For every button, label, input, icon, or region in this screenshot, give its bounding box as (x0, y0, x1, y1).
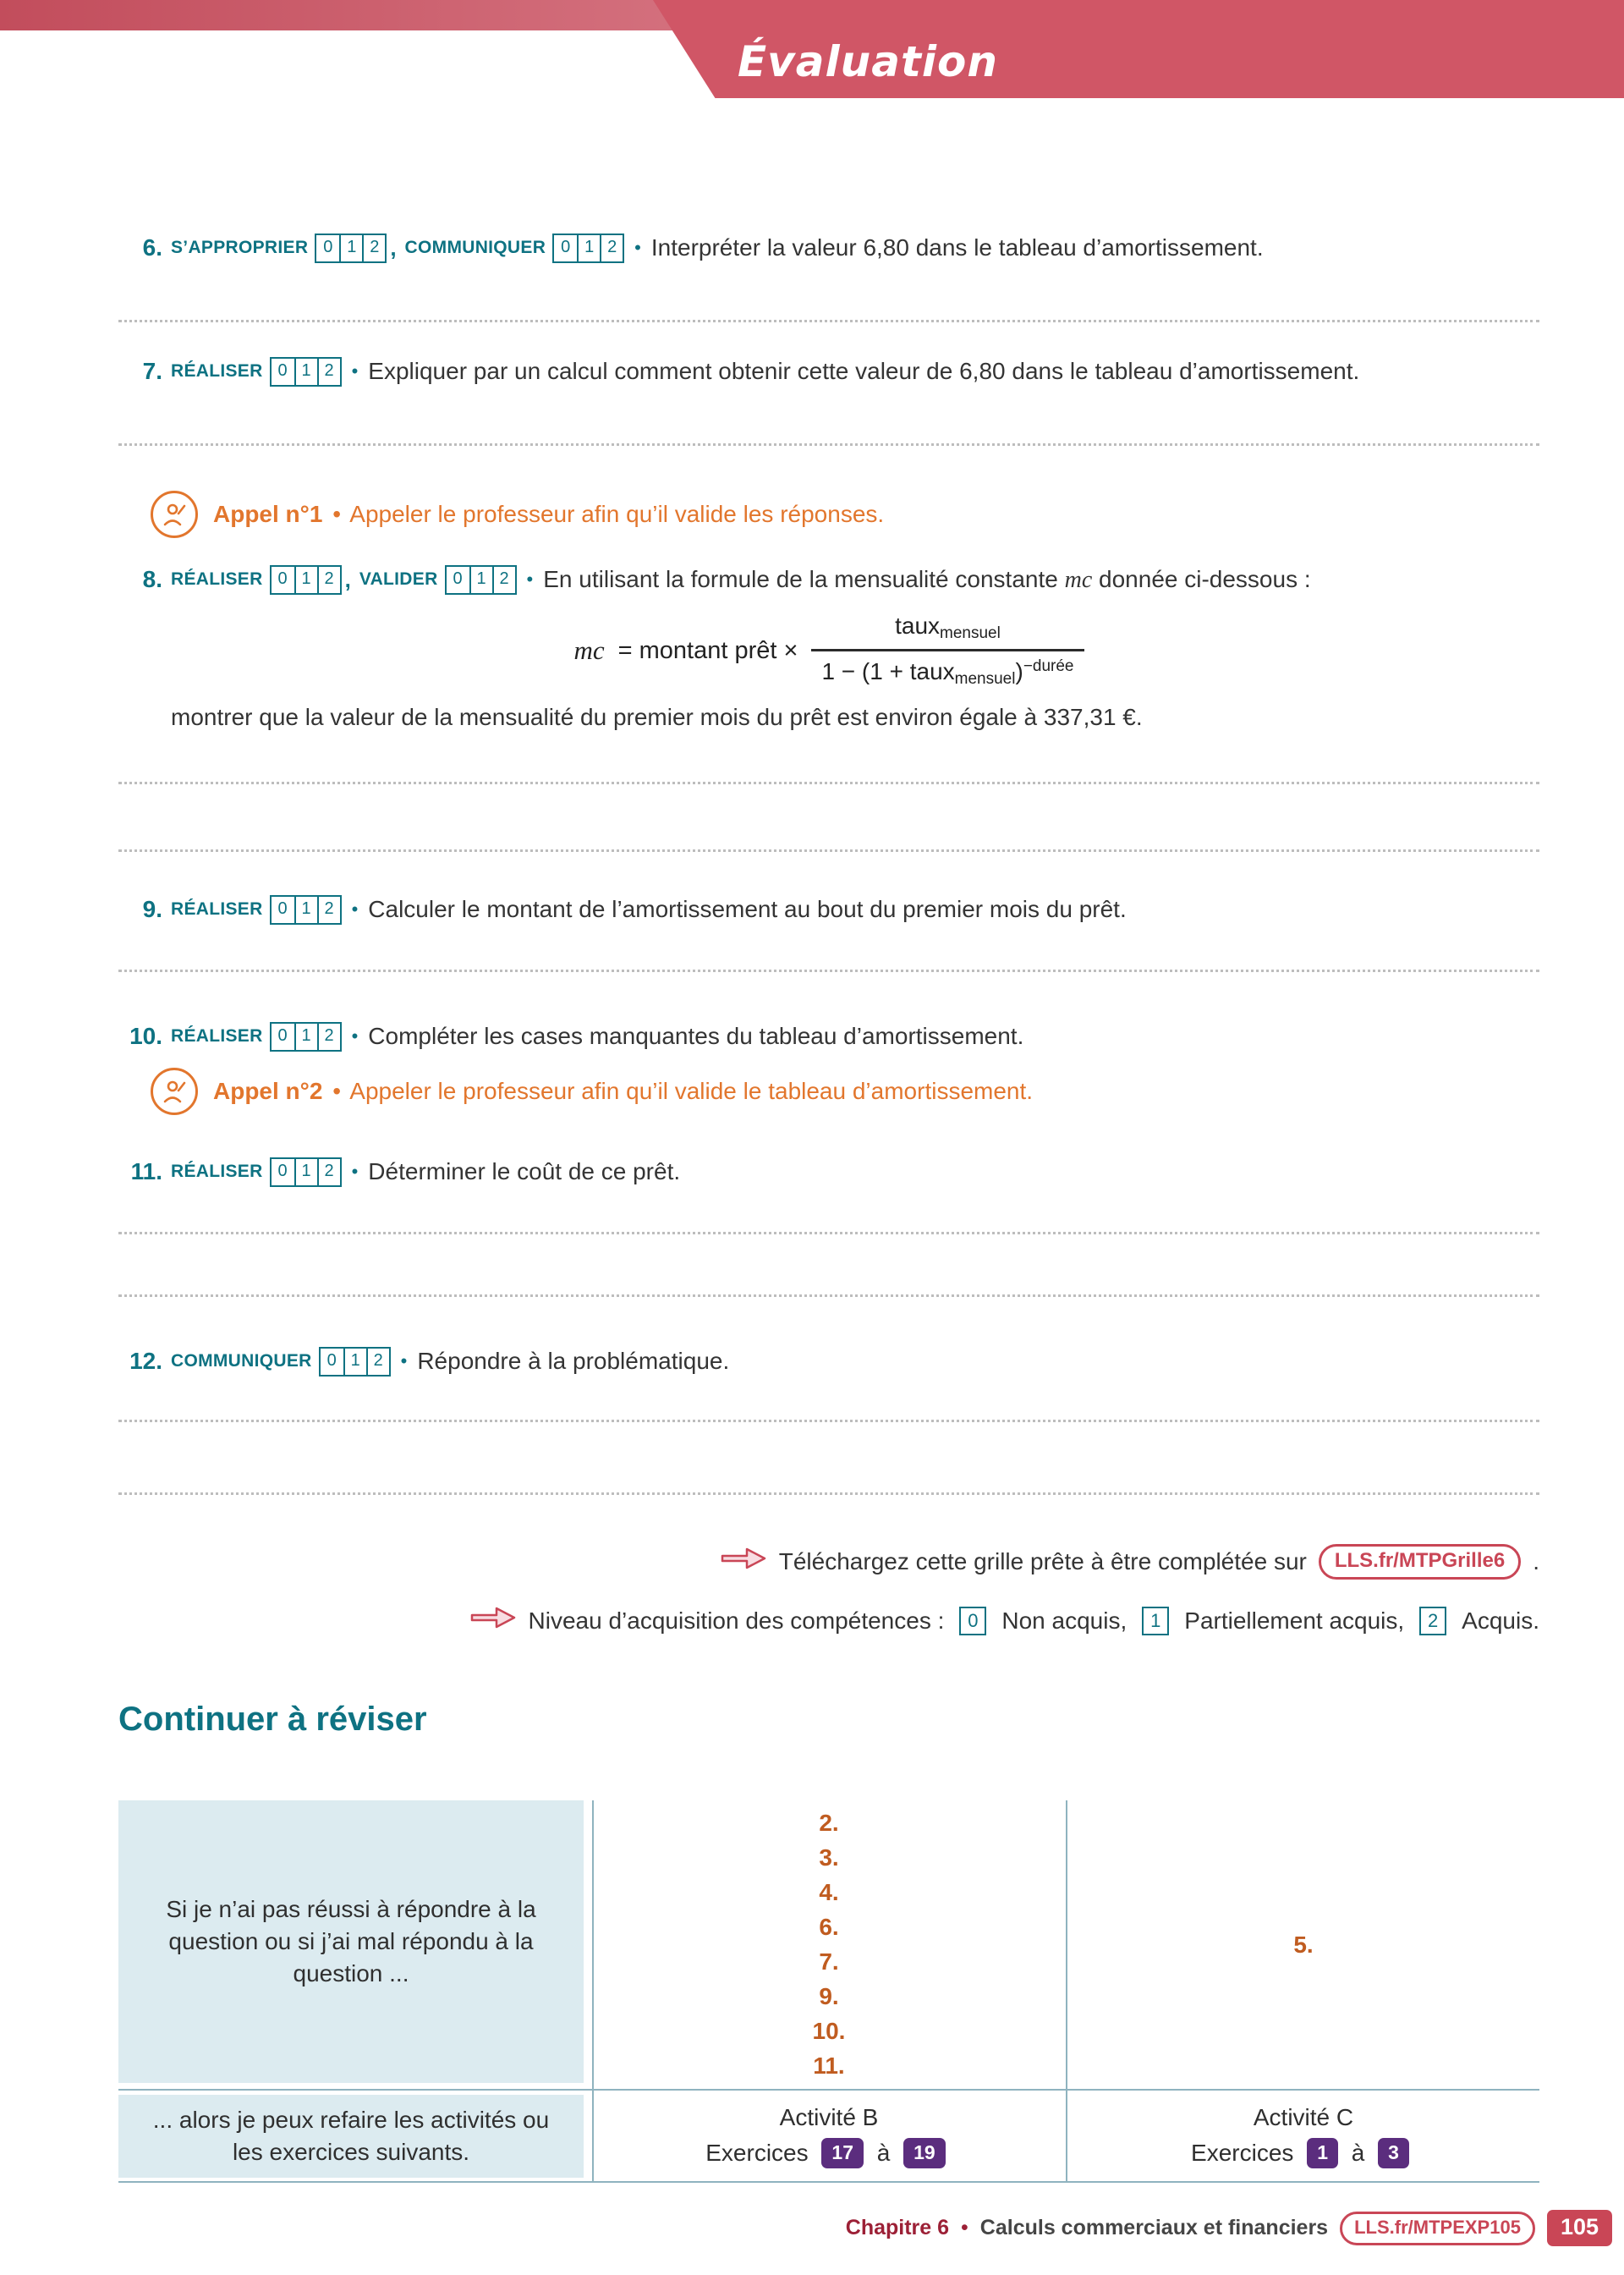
bullet: • (351, 1161, 359, 1182)
separator-comma: , (390, 234, 397, 261)
score-digit: 1 (294, 897, 317, 923)
score-digit: 2 (317, 359, 340, 385)
question-text: Expliquer par un calcul comment obtenir cette valeur de 6,80 dans le tableau d’amortissement. (368, 358, 1360, 384)
competency-label: RÉALISER (171, 1026, 263, 1046)
bullet: • (332, 501, 342, 527)
competency-label: RÉALISER (171, 1162, 263, 1181)
competency-label: RÉALISER (171, 899, 263, 919)
fraction (811, 613, 1084, 689)
score-digit: 0 (326, 1350, 337, 1370)
footer (846, 2210, 1612, 2246)
score-digit: 2 (317, 567, 340, 593)
question-ref: 6. (819, 1914, 839, 1940)
question-ref: 3. (819, 1844, 839, 1871)
question-number: 7. (142, 358, 162, 384)
score-digit: 1 (343, 1349, 366, 1375)
answer-line (118, 1492, 1539, 1495)
table-divider (118, 2089, 1539, 2091)
answer-line (118, 1232, 1539, 1234)
question-text: Répondre à la problématique. (417, 1348, 730, 1374)
chapter-title: Calculs commerciaux et financiers (979, 2216, 1329, 2239)
question-number: 11. (130, 1158, 162, 1184)
question-number: 10. (129, 1023, 162, 1049)
score-digit: 2 (600, 235, 623, 261)
answer-line (118, 443, 1539, 446)
competency-label: RÉALISER (171, 361, 263, 381)
question-text: En utilisant la formule de la mensualité constante mc donnée ci-dessous : (543, 565, 1311, 593)
exercise-range: Exercices 17 à 19 (705, 2137, 952, 2169)
exercise-badge: 1 (1307, 2138, 1338, 2168)
appel-2-row (151, 1068, 1033, 1115)
mc-variable: mc (573, 635, 605, 665)
competency-label: RÉALISER (171, 569, 263, 589)
appel-title: Appel n°2 (213, 1078, 323, 1104)
question-text: Calculer le montant de l’amortissement au bout du premier mois du prêt. (368, 896, 1127, 922)
question-number: 6. (142, 234, 162, 261)
question-7-row (118, 355, 1359, 387)
raise-hand-icon (151, 1068, 198, 1115)
question-ref: 7. (819, 1948, 839, 1975)
score-box (270, 357, 342, 387)
question-ref: 10. (812, 2018, 846, 2044)
question-text: Déterminer le coût de ce prêt. (368, 1158, 681, 1184)
question-10-row (118, 1020, 1023, 1052)
revision-table (118, 1800, 1539, 2183)
formula-relation: = montant prêt × (617, 636, 798, 664)
table-cell-condition: Si je n’ai pas réussi à répondre à la question ou si j’ai mal répondu à la question ... (118, 1800, 584, 2083)
arrow-icon (469, 1602, 517, 1639)
answer-line (118, 849, 1539, 852)
level-label-2: Acquis. (1462, 1607, 1539, 1634)
bullet: • (351, 898, 359, 920)
table-divider (118, 2181, 1539, 2183)
levels-row (469, 1602, 1539, 1639)
score-digit: 0 (277, 1161, 288, 1180)
exercise-badge: 3 (1378, 2138, 1409, 2168)
table-cell-questions-c (1067, 1800, 1539, 2088)
exercise-badge: 19 (903, 2138, 946, 2168)
score-digit: 2 (366, 1349, 389, 1375)
score-digit: 0 (561, 237, 571, 256)
table-cell-activite-c (1067, 2091, 1539, 2179)
mensualite-formula (118, 613, 1539, 689)
appel-text (213, 501, 884, 528)
question-ref: 4. (819, 1879, 839, 1905)
separator-comma: , (344, 566, 351, 592)
mc-variable: mc (1064, 566, 1093, 593)
answer-line (118, 320, 1539, 322)
appel-instruction: Appeler le professeur afin qu’il valide les réponses. (349, 501, 885, 527)
table-cell-action: ... alors je peux refaire les activités ou les exercices suivants. (118, 2095, 584, 2178)
fraction-denominator: 1 − (1 + taux$_{mensuel}$)$^{-durée}$ (811, 649, 1084, 689)
score-digit: 0 (277, 898, 288, 918)
activity-label: Activité C (1253, 2104, 1354, 2130)
score-digit: 2 (317, 1024, 340, 1050)
score-digit: 2 (492, 567, 515, 593)
score-box (270, 1157, 342, 1187)
fraction-numerator: taux$_{mensuel}$ (895, 613, 1001, 642)
answer-line (118, 1294, 1539, 1297)
appel-instruction: Appeler le professeur afin qu’il valide le tableau d’amortissement. (349, 1078, 1034, 1104)
score-digit: 1 (294, 1024, 317, 1050)
exercise-badge: 17 (821, 2138, 864, 2168)
bullet: • (526, 569, 534, 590)
score-digit: 2 (317, 897, 340, 923)
question-8-row (118, 563, 1311, 596)
lls-footer-link[interactable]: LLS.fr/MTPEXP105 (1340, 2212, 1535, 2245)
competency-label: COMMUNIQUER (404, 238, 546, 257)
download-text: Téléchargez cette grille prête à être complétée sur (778, 1547, 1307, 1574)
appel-text (213, 1078, 1033, 1105)
competency-label: COMMUNIQUER (171, 1351, 312, 1371)
answer-line (118, 1420, 1539, 1422)
page-number-badge: 105 (1547, 2210, 1612, 2246)
table-cell-questions-b (594, 1800, 1064, 2088)
level-label-1: Partiellement acquis, (1184, 1607, 1405, 1634)
score-digit: 0 (277, 569, 288, 588)
score-box (270, 565, 342, 595)
level-box-0: 0 (959, 1607, 986, 1635)
arrow-icon (720, 1543, 767, 1580)
download-row (720, 1543, 1539, 1580)
bullet: • (634, 237, 641, 258)
score-digit: 0 (453, 569, 463, 588)
score-box (319, 1347, 391, 1377)
competency-label: VALIDER (359, 569, 438, 589)
bullet: • (400, 1350, 408, 1371)
question-ref: 11. (813, 2052, 845, 2079)
score-box (315, 234, 387, 263)
score-digit: 1 (469, 567, 492, 593)
question-ref: 2. (819, 1810, 839, 1836)
question-ref: 5. (1293, 1931, 1314, 1958)
appel-1-row (151, 491, 884, 538)
question-6-row (118, 232, 1264, 264)
score-box (445, 565, 517, 595)
score-digit: 0 (323, 237, 333, 256)
question-number: 8. (142, 566, 162, 592)
section-heading: Continuer à réviser (118, 1701, 427, 1738)
answer-line (118, 970, 1539, 972)
activity-label: Activité B (779, 2104, 879, 2130)
bullet: • (351, 1025, 359, 1047)
question-text: Compléter les cases manquantes du tableau d’amortissement. (368, 1023, 1024, 1049)
question-text: Interpréter la valeur 6,80 dans le tableau d’amortissement. (650, 234, 1264, 261)
question-12-row (118, 1345, 729, 1377)
lls-grille-link[interactable]: LLS.fr/MTPGrille6 (1319, 1544, 1521, 1580)
competency-label: S’APPROPRIER (171, 238, 309, 257)
chapter-label: Chapitre 6 (845, 2216, 950, 2239)
level-label-0: Non acquis, (1001, 1607, 1127, 1634)
score-box (270, 895, 342, 925)
score-digit: 1 (577, 235, 600, 261)
score-digit: 1 (339, 235, 362, 261)
score-digit: 0 (277, 1025, 288, 1045)
level-box-1: 1 (1142, 1607, 1169, 1635)
question-number: 12. (129, 1348, 162, 1374)
score-digit: 2 (362, 235, 385, 261)
answer-line (118, 782, 1539, 784)
score-digit: 1 (294, 1159, 317, 1185)
question-ref: 9. (819, 1983, 839, 2009)
score-digit: 0 (277, 360, 288, 380)
score-digit: 1 (294, 567, 317, 593)
bullet: • (961, 2216, 968, 2239)
appel-title: Appel n°1 (213, 501, 323, 527)
bullet: • (332, 1078, 342, 1104)
score-digit: 1 (294, 359, 317, 385)
question-9-row (118, 893, 1127, 926)
exercise-range: Exercices 1 à 3 (1191, 2137, 1416, 2169)
table-cell-activite-b (594, 2091, 1064, 2179)
download-suffix: . (1533, 1547, 1539, 1574)
level-box-2: 2 (1419, 1607, 1446, 1635)
question-8-continuation: montrer que la valeur de la mensualité du premier mois du prêt est environ égale à 337,31 €. (171, 704, 1143, 730)
levels-intro: Niveau d’acquisition des compétences : (528, 1607, 945, 1634)
score-digit: 2 (317, 1159, 340, 1185)
question-11-row (118, 1156, 680, 1188)
bullet: • (351, 360, 359, 382)
score-box (270, 1022, 342, 1052)
raise-hand-icon (151, 491, 198, 538)
page-title: Évaluation (738, 37, 998, 86)
score-box (552, 234, 624, 263)
question-number: 9. (142, 896, 162, 922)
